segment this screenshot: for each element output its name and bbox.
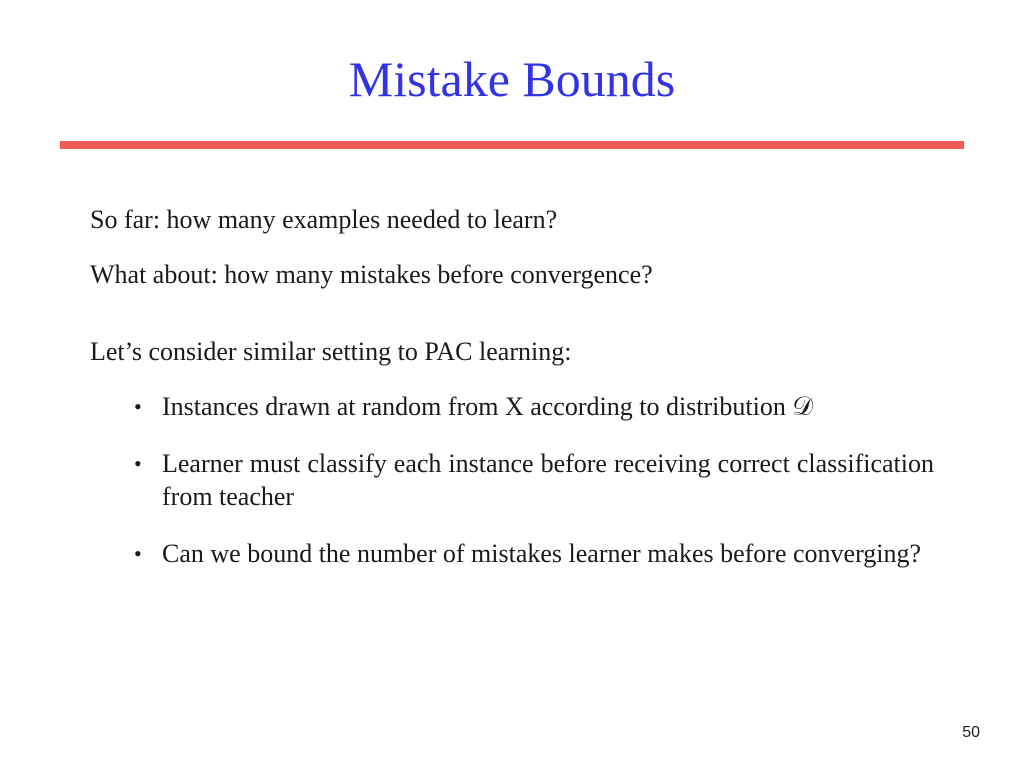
slide-title: Mistake Bounds [348,51,676,107]
intro-paragraph-1: So far: how many examples needed to learn? [90,205,558,234]
bullet-item [134,447,934,513]
bullet-dot-icon: • [134,394,142,419]
bullet-dot-icon: • [134,451,142,476]
bullet-item [134,537,934,570]
bullet-dot-icon: • [134,541,142,566]
title-divider [60,141,964,149]
bullet-text: Can we bound the number of mistakes learner makes before converging? [162,539,922,568]
bullet-list [134,390,934,594]
bullet-text: Instances drawn at random from X according to distribution 𝒟 [162,392,814,421]
bullet-text: Learner must classify each instance before receiving correct classification from teacher [162,449,934,511]
page-number: 50 [962,724,980,741]
intro-paragraph-2: What about: how many mistakes before convergence? [90,260,653,289]
intro-paragraph-3: Let’s consider similar setting to PAC learning: [90,337,572,366]
bullet-item [134,390,934,423]
